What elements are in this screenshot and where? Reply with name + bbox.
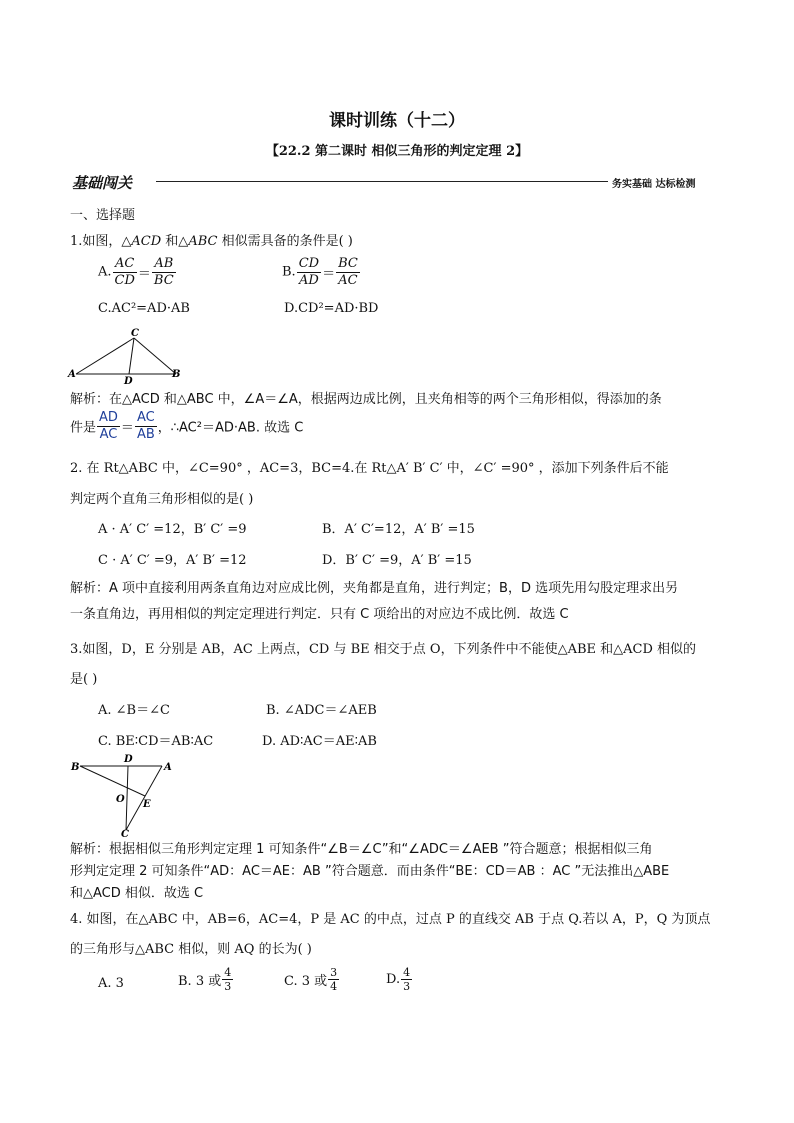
q1-fig-label-b: B [172,369,181,380]
q1-fig-label-d: D [124,376,133,386]
q1-option-d: D.CD²=AD·BD [284,301,379,316]
q3-analysis-line3: 和△ACD 相似．故选 C [70,886,204,901]
q3-fig-label-c: C [121,829,129,838]
q4-stem-line2: 的三角形与△ABC 相似，则 AQ 的长为( ) [70,942,312,957]
q2-option-c: C · A′ C′ =9，A′ B′ =12 [98,553,247,568]
q2-analysis-line1: 解析：A 项中直接利用两条直角边对应成比例，夹角都是直角，进行判定；B，D 选项先用勾股定理求出另 [70,581,679,596]
q3-fig-label-o: O [116,794,125,805]
q1-fig-side-ac [76,338,134,374]
q3-option-b: B. ∠ADC＝∠AEB [266,703,377,718]
q3-fig-side-dc [126,766,128,830]
q4-option-c: C. 3 或 $\frac{3}{4}$ [284,966,338,994]
q3-fig-side-be [80,766,145,796]
q3-fig-label-b: B [71,762,80,773]
q3-option-d: D. AD∶AC＝AE∶AB [262,734,377,749]
q1-figure [66,326,186,386]
q2-option-d: D．B′ C′ =9，A′ B′ =15 [322,553,472,568]
q3-fig-label-e: E [143,799,151,810]
page-title: 课时训练（十二） [329,111,465,131]
q2-stem-line2: 判定两个直角三角形相似的是( ) [70,492,254,507]
q1-analysis-line1: 解析：在△ACD 和△ABC 中，∠A＝∠A，根据两边成比例，且夹角相等的两个三角形相似，得添加的条 [70,392,662,407]
q3-stem-line2: 是( ) [70,672,98,687]
q1-analysis-line2: 件是 $\frac{AD}{AC}$ ＝ $\frac{AC}{AB}$ ，∴AC²＝AD·AB. 故选 C [70,410,304,442]
q4-option-d: D. $\frac{4}{3}$ [386,966,411,994]
q2-option-a: A · A′ C′ =12，B′ C′ =9 [98,522,247,537]
q4-option-a: A. 3 [98,976,124,991]
q2-stem-line1: 2. 在 Rt△ABC 中，∠C=90° ，AC=3，BC=4.在 Rt△A′ B′ C′ 中，∠C′ =90° ，添加下列条件后不能 [70,461,669,476]
q3-fig-label-a: A [164,762,172,773]
q1-fig-label-c: C [131,328,139,339]
banner-divider [156,181,608,182]
section-banner: 基础闯关 [72,174,133,192]
q2-analysis-line2: 一条直角边，再用相似的判定定理进行判定．只有 C 项给出的对应边不成比例．故选 C [70,607,569,622]
section-title: 一、选择题 [70,208,136,223]
page-subtitle: 【22.2 第二课时 相似三角形的判定定理 2】 [265,144,529,159]
q1-fig-side-cb [134,338,176,374]
q3-option-c: C. BE∶CD＝AB∶AC [98,734,214,749]
q3-stem-line1: 3.如图，D，E 分别是 AB，AC 上两点，CD 与 BE 相交于点 O，下列条件中不能使△ABE 和△ACD 相似的 [70,642,697,657]
q1-stem: 1.如图，△ACD 和△ABC 相似需具备的条件是( ) [70,234,353,249]
q4-option-b: B. 3 或 $\frac{4}{3}$ [178,966,232,994]
banner-tagline: 务实基础 达标检测 [612,179,696,190]
q3-analysis-line2: 形判定定理 2 可知条件“AD：AC＝AE：AB ”符合题意．而由条件“BE：CD＝AB ：AC ”无法推出△ABE [70,864,670,879]
q3-figure [66,752,176,838]
q1-fig-label-a: A [68,369,76,380]
q2-option-b: B．A′ C′=12，A′ B′ =15 [322,522,475,537]
q1-fig-side-cd [129,338,134,374]
q1-option-a: A. $\frac{AC}{CD}$ ＝ $\frac{AB}{BC}$ [98,256,174,288]
q1-option-c: C.AC²=AD·AB [98,301,190,316]
q4-stem-line1: 4. 如图，在△ABC 中，AB=6，AC=4，P 是 AC 的中点，过点 P 的直线交 AB 于点 Q.若以 A，P，Q 为顶点 [70,912,711,927]
q3-fig-side-ac [126,766,162,830]
q3-fig-label-d: D [124,754,133,765]
q1-option-b: B. $\frac{CD}{AD}$ ＝ $\frac{BC}{AC}$ [282,256,358,288]
q3-option-a: A. ∠B＝∠C [98,703,170,718]
q3-analysis-line1: 解析：根据相似三角形判定定理 1 可知条件“∠B＝∠C”和“∠ADC＝∠AEB ”符合题意；根据相似三角 [70,842,653,857]
